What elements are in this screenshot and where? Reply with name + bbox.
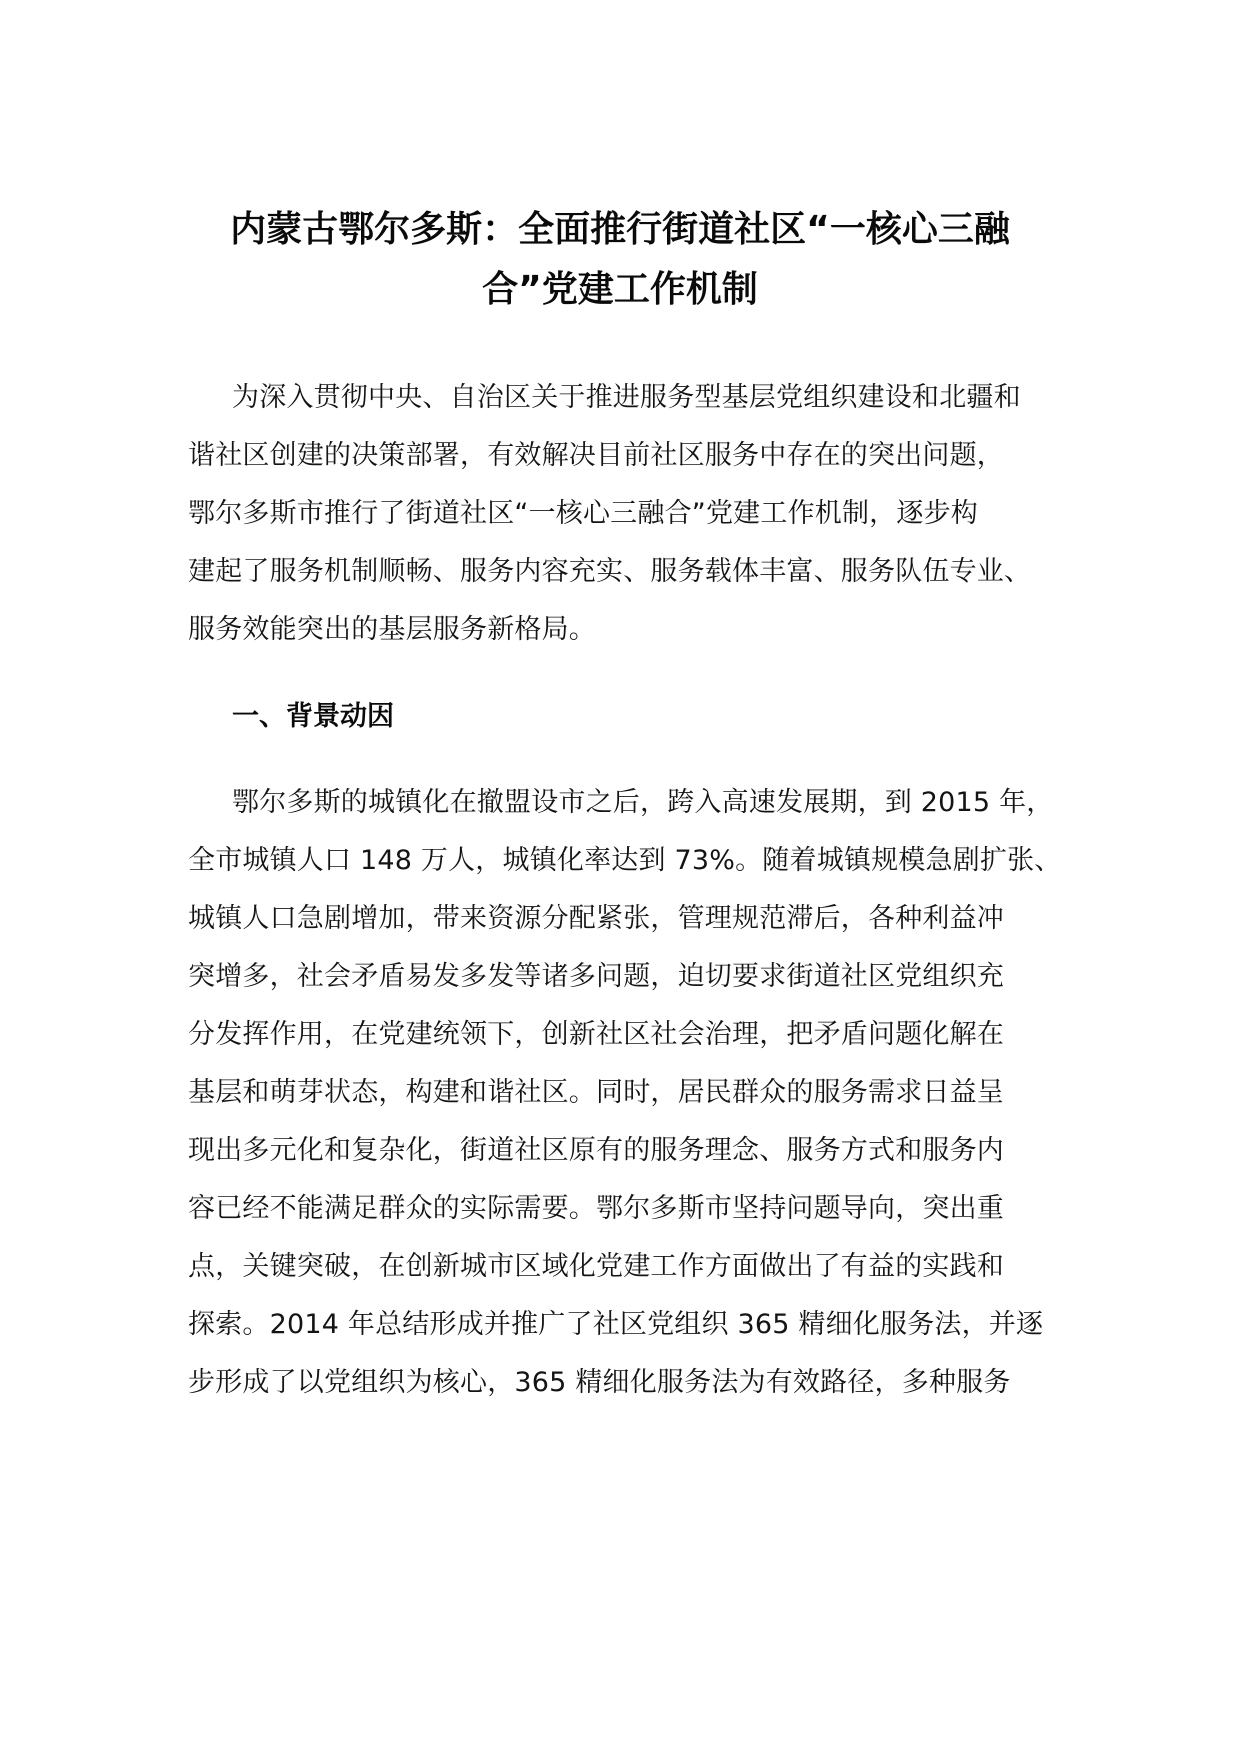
section-line-1: 鄂尔多斯的城镇化在撤盟设市之后，跨入高速发展期，到 2015 年， [232, 787, 1054, 818]
intro-line-2: 谐社区创建的决策部署，有效解决目前社区服务中存在的突出问题， [188, 440, 1004, 471]
section-line-3: 城镇人口急剧增加，带来资源分配紧张，管理规范滞后，各种利益冲 [188, 903, 1004, 934]
section-line-10: 探索。2014 年总结形成并推广了社区党组织 365 精细化服务法，并逐 [188, 1309, 1044, 1340]
document-title [180, 200, 1060, 320]
section-line-7: 现出多元化和复杂化，街道社区原有的服务理念、服务方式和服务内 [188, 1135, 1004, 1166]
intro-line-4: 建起了服务机制顺畅、服务内容充实、服务载体丰富、服务队伍专业、 [188, 556, 1032, 587]
section-line-8: 容已经不能满足群众的实际需要。鄂尔多斯市坚持问题导向，突出重 [188, 1193, 1004, 1224]
intro-line-3: 鄂尔多斯市推行了街道社区“一核心三融合”党建工作机制，逐步构 [188, 498, 978, 529]
intro-line-5: 服务效能突出的基层服务新格局。 [188, 614, 596, 645]
section-line-6: 基层和萌芽状态，构建和谐社区。同时，居民群众的服务需求日益呈 [188, 1077, 1004, 1108]
title-line-1: 内蒙古鄂尔多斯：全面推行街道社区“一核心三融 [230, 209, 1010, 250]
section-line-11: 步形成了以党组织为核心，365 精细化服务法为有效路径，多种服务 [188, 1367, 1011, 1398]
title-line-2: 合”党建工作机制 [482, 269, 758, 310]
section-line-5: 分发挥作用，在党建统领下，创新社区社会治理，把矛盾问题化解在 [188, 1019, 1004, 1050]
section-line-4: 突增多，社会矛盾易发多发等诸多问题，迫切要求街道社区党组织充 [188, 961, 1004, 992]
section-line-9: 点，关键突破，在创新城市区域化党建工作方面做出了有益的实践和 [188, 1251, 1004, 1282]
section-heading: 一、背景动因 [232, 701, 394, 732]
intro-line-1: 为深入贯彻中央、自治区关于推进服务型基层党组织建设和北疆和 [232, 382, 1021, 413]
section-line-2: 全市城镇人口 148 万人，城镇化率达到 73%。随着城镇规模急剧扩张、 [188, 845, 1062, 876]
